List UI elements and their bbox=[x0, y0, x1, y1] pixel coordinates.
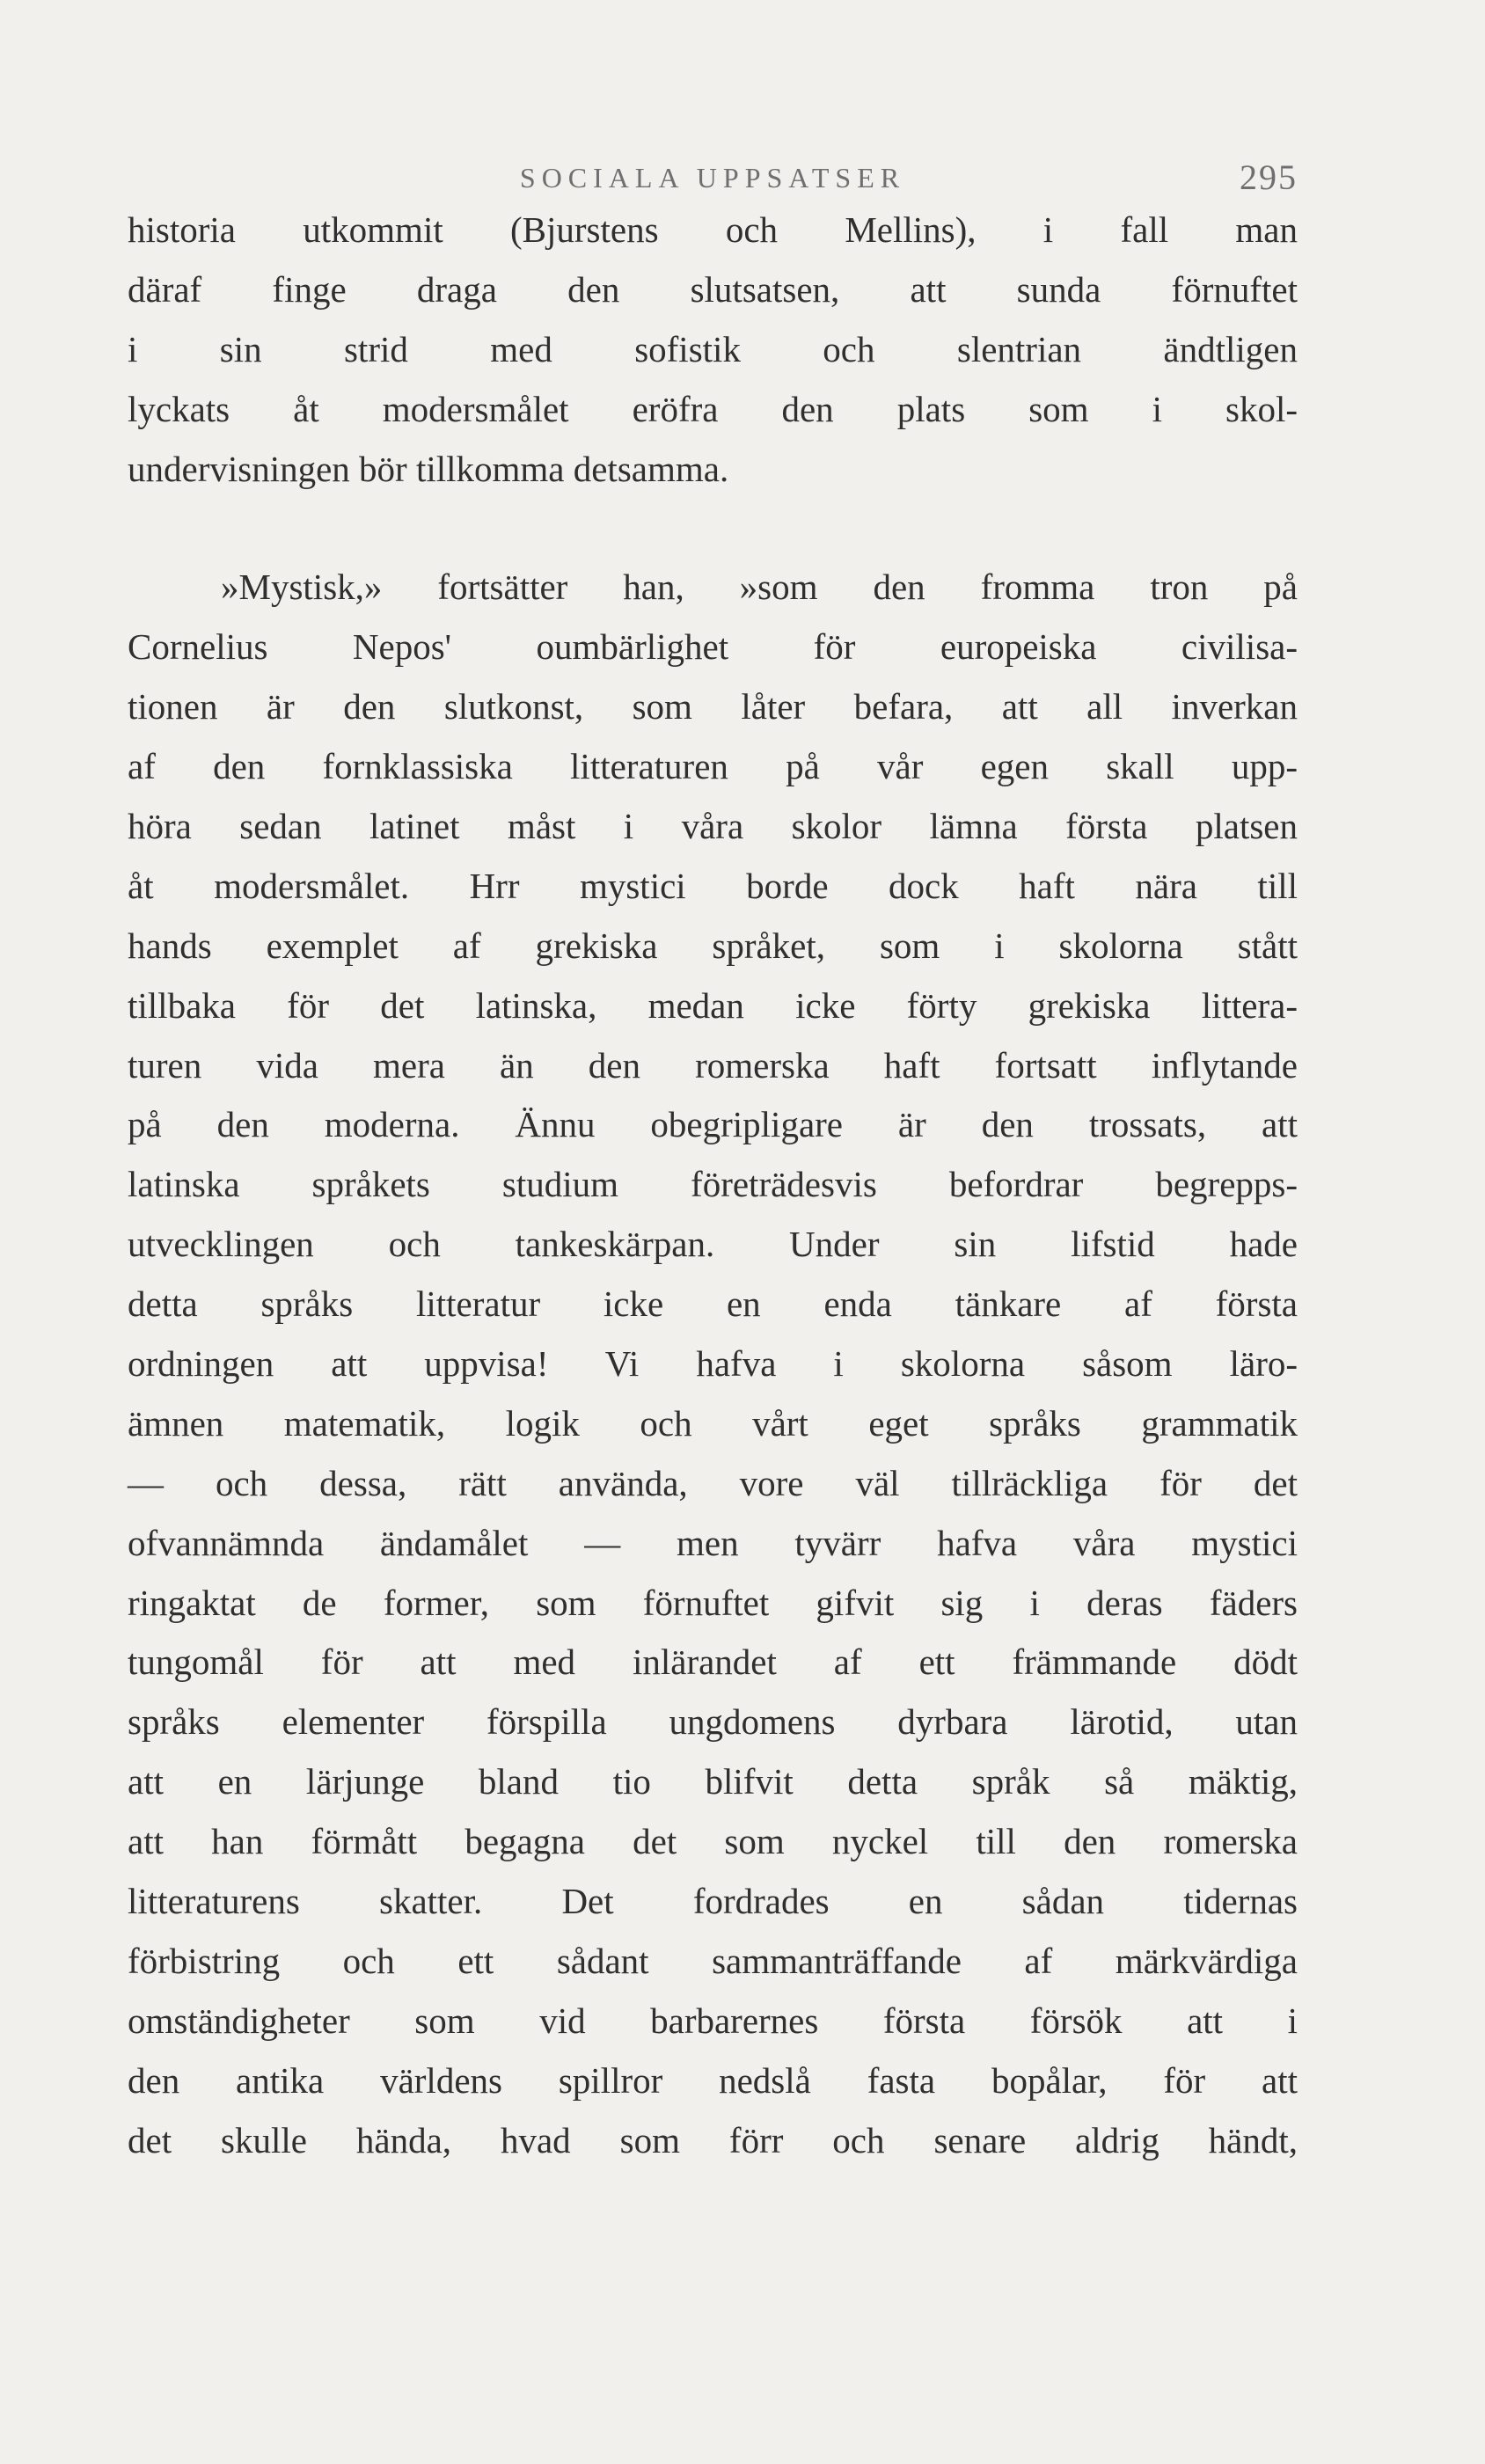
text-line: språks elementer förspilla ungdomens dyrbara lärotid, utan bbox=[128, 1701, 1298, 1743]
text-line: litteraturens skatter. Det fordrades en sådan tidernas bbox=[128, 1881, 1298, 1922]
text-line: det skulle hända, hvad som förr och senare aldrig händt, bbox=[128, 2119, 1298, 2161]
text-line: tionen är den slutkonst, som låter befara, att all inverkan bbox=[128, 686, 1298, 728]
text-line: att en lärjunge bland tio blifvit detta språk så mäktig, bbox=[128, 1761, 1298, 1802]
text-line: tillbaka för det latinska, medan icke förty grekiska littera- bbox=[128, 984, 1298, 1026]
text-line: »Mystisk,» fortsätter han, »som den fromma tron på bbox=[221, 567, 1298, 608]
text-line: undervisningen bör tillkomma detsamma. bbox=[128, 448, 729, 489]
text-line: den antika världens spillror nedslå fasta bopålar, för att bbox=[128, 2059, 1298, 2101]
text-line: omständigheter som vid barbarernes första försök att i bbox=[128, 2000, 1298, 2041]
text-line: lyckats åt modersmålet eröfra den plats som i skol- bbox=[128, 388, 1298, 429]
text-line: på den moderna. Ännu obegripligare är den trossats, att bbox=[128, 1104, 1298, 1145]
text-line: ringaktat de former, som förnuftet gifvit sig i deras fäders bbox=[128, 1582, 1298, 1623]
paragraph-2 bbox=[128, 558, 1298, 2170]
text-line: hands exemplet af grekiska språket, som i skolorna stått bbox=[128, 925, 1298, 966]
text-line: däraf finge draga den slutsatsen, att sunda förnuftet bbox=[128, 268, 1298, 310]
paragraph-1 bbox=[128, 201, 1298, 499]
text-line: ofvannämnda ändamålet — men tyvärr hafva våra mystici bbox=[128, 1522, 1298, 1563]
text-line: utvecklingen och tankeskärpan. Under sin lifstid hade bbox=[128, 1224, 1298, 1265]
body-text bbox=[128, 201, 1298, 2171]
text-line: förbistring och ett sådant sammanträffande af märkvärdiga bbox=[128, 1940, 1298, 1981]
text-line: höra sedan latinet måst i våra skolor lämna första platsen bbox=[128, 806, 1298, 847]
paragraph-gap bbox=[128, 499, 1298, 558]
text-line: historia utkommit (Bjurstens och Mellins), i fall man bbox=[128, 209, 1298, 250]
text-line: detta språks litteratur icke en enda tänkare af första bbox=[128, 1283, 1298, 1325]
running-head bbox=[128, 157, 1298, 201]
text-line: turen vida mera än den romerska haft fortsatt inflytande bbox=[128, 1044, 1298, 1086]
running-title: SOCIALA UPPSATSER bbox=[519, 162, 906, 194]
text-line: Cornelius Nepos' oumbärlighet för europeiska civilisa- bbox=[128, 626, 1298, 668]
page-number: 295 bbox=[1240, 157, 1298, 197]
text-line: ämnen matematik, logik och vårt eget språks grammatik bbox=[128, 1402, 1298, 1444]
text-line: ordningen att uppvisa! Vi hafva i skolorna såsom läro- bbox=[128, 1343, 1298, 1385]
text-line: — och dessa, rätt använda, vore väl tillräckliga för det bbox=[128, 1462, 1298, 1503]
text-line: i sin strid med sofistik och slentrian ändtligen bbox=[128, 328, 1298, 369]
text-line: tungomål för att med inlärandet af ett främmande dödt bbox=[128, 1641, 1298, 1683]
text-line: att han förmått begagna det som nyckel till den romerska bbox=[128, 1821, 1298, 1862]
text-line: af den fornklassiska litteraturen på vår egen skall upp- bbox=[128, 746, 1298, 787]
text-line: åt modersmålet. Hrr mystici borde dock haft nära till bbox=[128, 865, 1298, 906]
text-line: latinska språkets studium företrädesvis befordrar begrepps- bbox=[128, 1164, 1298, 1205]
